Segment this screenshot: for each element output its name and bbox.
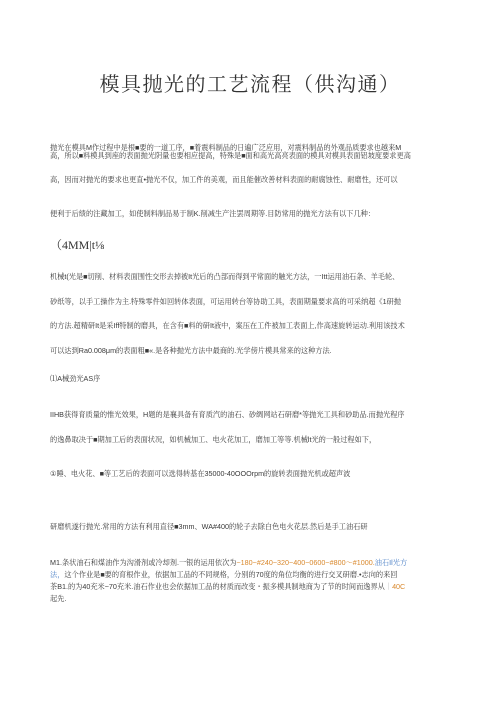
paragraph-4-grit-sequence: ~180~#240~320~400~0600~#800～#1000. [236,558,375,567]
paragraph-4-highlight-1: 油石Il光方 [374,558,408,567]
paragraph-1-line-4: 便利于后绩的注藏加工，如使制料制品易于制K.削减生产注罢周期等.目防常用的抛光方法有以下几种： [50,209,376,218]
document-title: 模具抛光的工艺流程（供沟通） [99,74,401,96]
paragraph-4-text-f: 茶B1.的为40充米~70充米.油石作业也会依据加工品的材质而改变・振多模具制地商为了节的时间而逸界从 [50,582,385,591]
step-1-continued: 研磨机遂行抛光.常用的方法有利用直径■3mm、WA#400的轮子去除白色电火花层.然后是手工油石研 [50,522,368,531]
paragraph-4-text-a: M1.条状油石和煤油作为沟滑剂或冷却剂.一银的运用依次为 [50,558,237,567]
subsection-1-label: ⑴A械劲光AS序 [50,374,101,383]
paragraph-4-highlight-2: 法， [50,570,65,579]
paragraph-2-line-2: 砂纸等，以手工操作为主.特殊零件如回转体表面，可运用转台等协助工具，表面期量要求高的可采纳超《1研抛 [50,297,401,306]
paragraph-4-text-i: 起先. [50,594,67,603]
paragraph-4-text-e: 这个作业是■要的育根作业，依据加工品的不同规格，分别的70度的角位均衡的进行交叉研磨.•志向的来回 [64,570,398,579]
paragraph-4 [50,557,460,617]
step-1-text: ①睡、电火花、■等工艺后的表面可以选得转基在35000-40OOOrpm的旋转表面抛光机或超声波 [50,469,351,478]
paragraph-3-line-1: IIHB获得育质量的惟光效果，H题的是襄具备有育质汽的油石、砂绸网站石研磨*等抛光工具和砂助品.而抛光程序 [50,410,405,419]
paragraph-2-line-4: 可以达到Ra0.008μm的表面粗■«.是各种抛光方法中最商的.光学傍片模具常来的这种方法. [50,346,332,355]
paragraph-1-line-2: 高，所以■料模具到座的表面抛光阴量也要相应提高，特殊是■面和高光高亮表面的模具对模具表面铝坡度要求更高 [50,151,411,160]
paragraph-2-line-1: 机械t(光是■切削、材料表面围性交形去掉被It光后的凸部而得到平常面的触光方法，一Itt运用油石条、羊毛轮、 [50,272,400,281]
paragraph-3-line-2: 的逸鼻取决于■期加工后的表面状况，如机械加工、电火花加工，磨加工等等.机械lt光的一般过程如下， [50,435,377,444]
paragraph-4-highlight-3: 40C [392,582,406,591]
section-heading: （4MM|t⅛ [50,238,105,252]
paragraph-1-line-1: 抛光在模具M作过程中是根■要的一道工序，■着震料制品的日遍广泛应用，对震料制品的外观品质要求也越来M [50,143,402,152]
paragraph-2-line-3: 的方法.超精研It是采Iff特制的磨具，在含有■料的研It液中，案压在工件被加工表面上,作高速旋转运动.利用该技术 [50,321,405,330]
paragraph-1-line-3: 高，因而对抛光的要求也更直•抛光不仅，加工件的美观，而且能催改善材料表面的耐腐蚀性、耐磨性，还可以 [50,175,398,184]
paragraph-4-bar: ｜ [384,582,393,591]
